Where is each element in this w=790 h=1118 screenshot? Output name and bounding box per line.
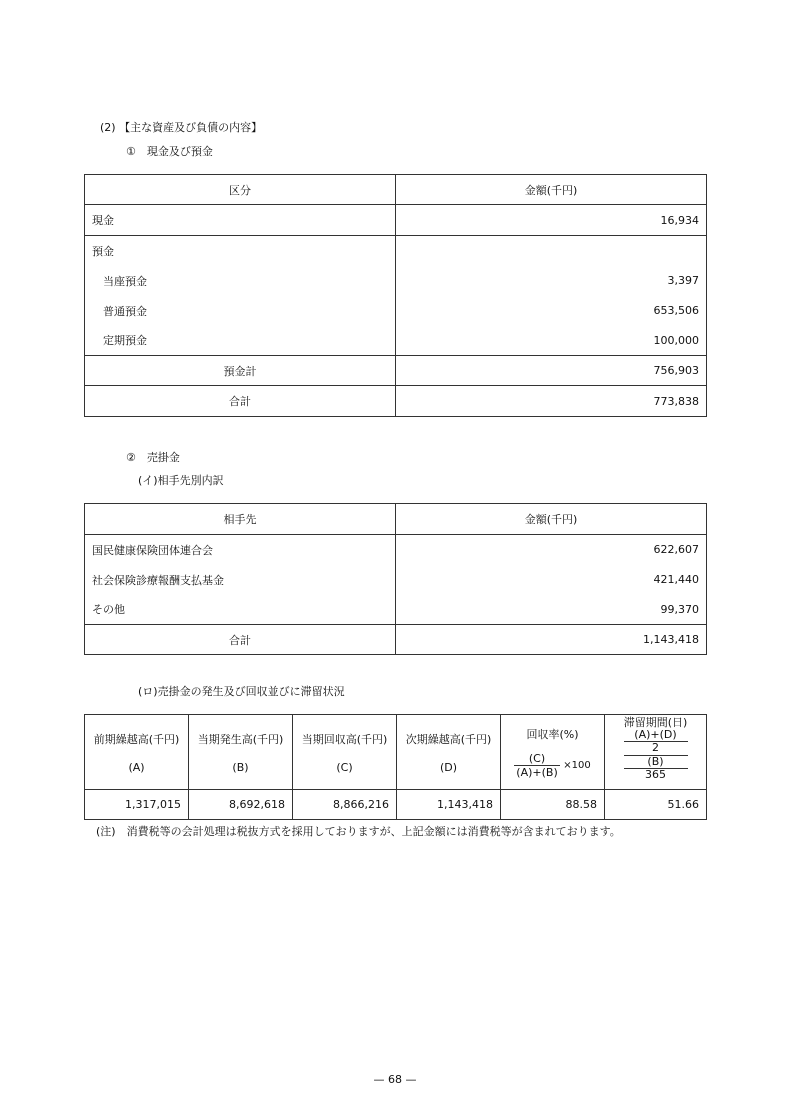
table-row <box>85 790 707 820</box>
header-label: 前期繰越高(千円) <box>93 732 180 746</box>
formula-denominator: 365 <box>645 768 666 781</box>
table-row <box>85 205 707 236</box>
row-label: 合計 <box>85 386 396 417</box>
incurred-value: 8,692,618 <box>189 790 293 820</box>
header-symbol: (B) <box>232 760 249 774</box>
col-next-balance-header <box>397 715 501 790</box>
header-label: 回収率(%) <box>526 727 579 741</box>
row-value: 756,903 <box>396 356 707 386</box>
row-value <box>396 236 707 266</box>
partner-table <box>84 503 707 655</box>
col-prior-balance-header <box>85 715 189 790</box>
row-value: 100,000 <box>396 326 707 356</box>
row-label: 普通預金 <box>85 296 396 326</box>
formula-numerator: (B) <box>624 756 688 769</box>
col-amount-header: 金額(千円) <box>396 175 707 205</box>
header-symbol: (A) <box>128 760 145 774</box>
table-row <box>85 296 707 326</box>
col-incurred-header <box>189 715 293 790</box>
col-category-header: 区分 <box>85 175 396 205</box>
row-label: その他 <box>85 595 396 625</box>
prior-balance-value: 1,317,015 <box>85 790 189 820</box>
table-header-row <box>85 504 707 535</box>
col-collection-rate-header <box>501 715 605 790</box>
partner-breakdown-heading: (イ)相手先別内訳 <box>138 474 224 487</box>
row-value: 16,934 <box>396 205 707 236</box>
row-label: 定期預金 <box>85 326 396 356</box>
row-label: 合計 <box>85 625 396 655</box>
row-value: 622,607 <box>396 535 707 565</box>
cash-heading: ① 現金及び預金 <box>126 145 213 158</box>
formula-denominator: 2 <box>624 742 688 756</box>
header-label: 滞留期間(日) <box>623 716 688 729</box>
formula-multiplier: ×100 <box>563 759 591 771</box>
collected-value: 8,866,216 <box>293 790 397 820</box>
collection-rate-formula <box>508 752 597 779</box>
row-value: 653,506 <box>396 296 707 326</box>
header-label: 当期回収高(千円) <box>301 732 388 746</box>
table-row <box>85 625 707 655</box>
header-symbol: (D) <box>439 760 458 774</box>
table-row <box>85 236 707 266</box>
row-label: 当座預金 <box>85 266 396 296</box>
table-row <box>85 266 707 296</box>
retention-days-formula <box>624 729 688 781</box>
col-retention-days-header <box>605 715 707 790</box>
collection-rate-value: 88.58 <box>501 790 605 820</box>
turnover-heading: (ロ)売掛金の発生及び回収並びに滞留状況 <box>138 685 345 698</box>
row-value: 1,143,418 <box>396 625 707 655</box>
next-balance-value: 1,143,418 <box>397 790 501 820</box>
cash-deposits-table <box>84 174 707 417</box>
table-header-row <box>85 715 707 790</box>
row-value: 3,397 <box>396 266 707 296</box>
table-row <box>85 356 707 386</box>
page-number: — 68 — <box>373 1073 417 1086</box>
formula-numerator: (C) <box>514 752 559 766</box>
formula-denominator: (A)+(B) <box>516 765 558 779</box>
table-row <box>85 595 707 625</box>
formula-numerator: (A)+(D) <box>624 729 688 742</box>
receivables-heading: ② 売掛金 <box>126 451 180 464</box>
row-value: 421,440 <box>396 565 707 595</box>
tax-note: (注) 消費税等の会計処理は税抜方式を採用しておりますが、上記金額には消費税等が含まれております。 <box>96 825 621 838</box>
row-value: 773,838 <box>396 386 707 417</box>
row-label: 現金 <box>85 205 396 236</box>
row-label: 預金 <box>85 236 396 266</box>
retention-days-value: 51.66 <box>605 790 707 820</box>
table-row <box>85 326 707 356</box>
turnover-table <box>84 714 707 820</box>
col-amount-header: 金額(千円) <box>396 504 707 535</box>
col-collected-header <box>293 715 397 790</box>
header-label: 次期繰越高(千円) <box>405 732 492 746</box>
section-heading: (2) 【主な資産及び負債の内容】 <box>100 121 263 134</box>
row-label: 預金計 <box>85 356 396 386</box>
col-partner-header: 相手先 <box>85 504 396 535</box>
row-value: 99,370 <box>396 595 707 625</box>
header-label: 当期発生高(千円) <box>197 732 284 746</box>
row-label: 社会保険診療報酬支払基金 <box>85 565 396 595</box>
table-row <box>85 565 707 595</box>
row-label: 国民健康保険団体連合会 <box>85 535 396 565</box>
header-symbol: (C) <box>336 760 353 774</box>
table-row <box>85 535 707 565</box>
table-row <box>85 386 707 417</box>
table-header-row <box>85 175 707 205</box>
